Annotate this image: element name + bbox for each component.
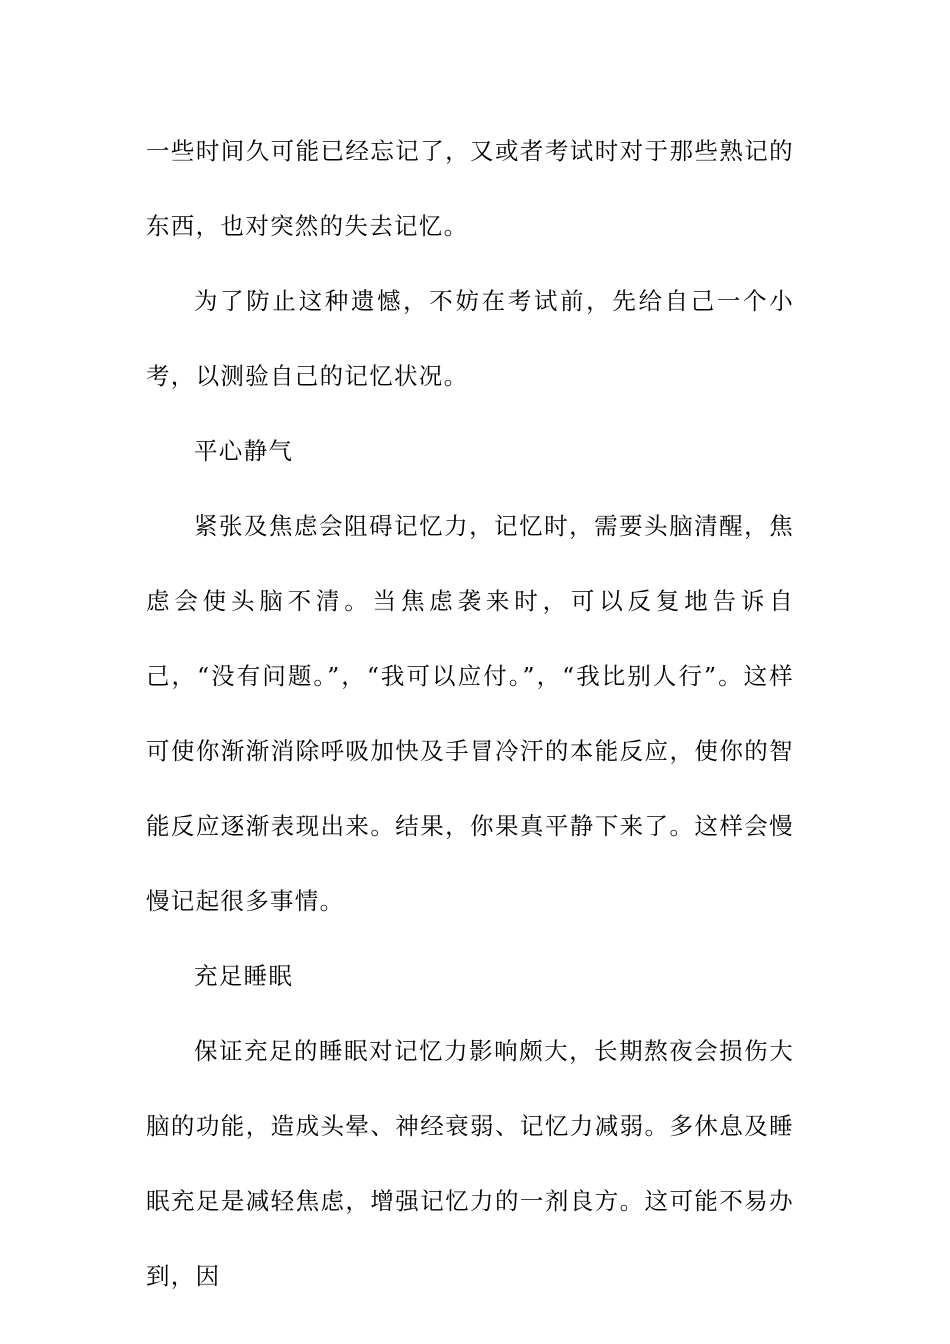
section-heading-calm: 平心静气	[194, 437, 294, 465]
paragraph-sleep: 保证充足的睡眠对记忆力影响颇大，长期熬夜会损伤大脑的功能，造成头晕、神经衰弱、记忆力减弱。多休息及睡眠充足是减轻焦虑，增强记忆力的一剂良方。这可能不易办到，因	[146, 1037, 794, 1290]
paragraph-continuation: 一些时间久可能已经忘记了，又或者考试时对于那些熟记的东西，也对突然的失去记忆。	[146, 137, 794, 240]
paragraph-calm: 紧张及焦虑会阻碍记忆力，记忆时，需要头脑清醒，焦虑会使头脑不清。当焦虑袭来时，可以反复地告诉自己，“没有问题。”，“我可以应付。”，“我比别人行”。这样可使你渐渐消除呼吸加快及手冒冷汗的本能反应，使你的智能反应逐渐表现出来。结果，你果真平静下来了。这样会慢慢记起很多事情。	[146, 512, 794, 915]
section-heading-sleep: 充足睡眠	[194, 962, 294, 990]
paragraph-prevention: 为了防止这种遗憾，不妨在考试前，先给自己一个小考，以测验自己的记忆状况。	[146, 287, 794, 390]
document-body	[146, 114, 794, 1314]
